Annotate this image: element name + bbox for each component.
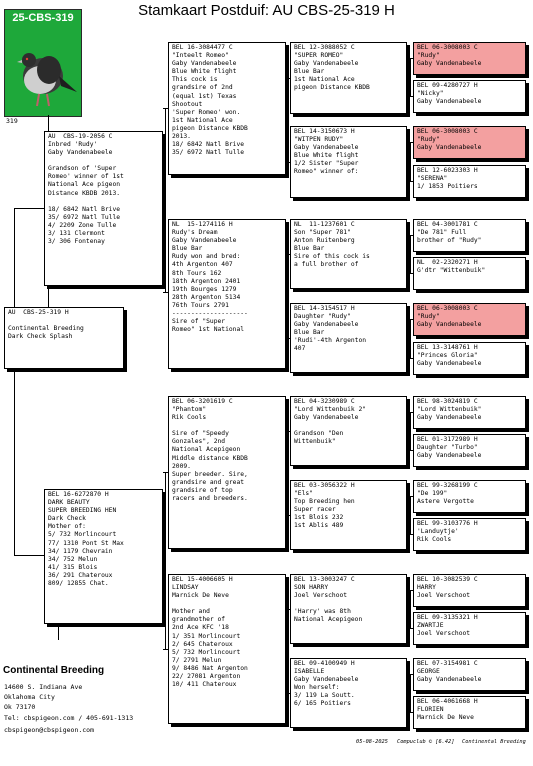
box-line: Grandson of 'Super	[48, 165, 117, 173]
box-line: Sire of this cock is	[294, 253, 370, 261]
box-line: 1st Ablis 489	[294, 522, 344, 530]
ggg-box	[413, 696, 526, 729]
box-line: Gaby Vandenabeele	[294, 60, 359, 68]
box-line: 7/ 2791 Melun	[172, 656, 222, 664]
ggg-box	[413, 518, 526, 551]
box-line: 1/ 351 Morlincourt	[172, 632, 241, 640]
pigeon-photo	[4, 9, 82, 117]
box-line	[294, 422, 403, 430]
box-line: NL 02-2320271 H	[417, 259, 478, 266]
box-line: brother of "Rudy"	[417, 237, 482, 245]
box-line: BEL 13-3148761 H	[417, 344, 478, 351]
box-line: AU CBS-25-319 H	[8, 309, 69, 316]
box-line: Blue Bar	[294, 68, 325, 76]
box-line: BEL 03-3056322 H	[294, 482, 355, 489]
great-grandparent-box	[290, 480, 407, 550]
footer-brand: Continental Breeding	[462, 739, 526, 745]
box-line: Gaby Vandenabeele	[417, 98, 482, 106]
box-line: Rik Cools	[417, 536, 452, 544]
ggg-box	[413, 219, 526, 252]
box-line: Gaby Vandenabeele	[294, 676, 359, 684]
box-line: 'Harry' was 8th	[294, 608, 351, 616]
box-line: Gaby Vandenabeele	[294, 144, 359, 152]
box-line: ISABELLE	[294, 668, 325, 676]
connector-line	[48, 115, 49, 131]
box-line: BEL 06-3008003 C	[417, 44, 478, 51]
box-line: grandsire of 2nd	[172, 84, 233, 92]
box-line: Gaby Vandenabeele	[172, 60, 237, 68]
box-line: Joel Verschoot	[417, 592, 471, 600]
box-line: 10/ 411 Chateroux	[172, 681, 237, 689]
box-line: 2009.	[172, 462, 191, 470]
box-line: Grandson "Den	[294, 430, 344, 438]
box-line: National Acepigeon	[172, 446, 241, 454]
box-line: 5/ 732 Morlincourt	[48, 531, 117, 539]
box-line: Astere Vergotte	[417, 498, 474, 506]
box-line: "De 781" Full	[417, 229, 467, 237]
grandparent-box	[168, 574, 286, 724]
box-line: Blue Bar	[294, 245, 325, 253]
box-line: 407	[294, 345, 306, 353]
box-line: "WITPEN RUDY"	[294, 136, 344, 144]
box-line: 1/2 Sister "Super	[294, 160, 359, 168]
box-line: 5/ 732 Morlincourt	[172, 648, 241, 656]
great-grandparent-box	[290, 42, 407, 114]
box-line: (equal 1st) Texas	[172, 92, 237, 100]
connector-line	[165, 108, 166, 292]
box-line: "Princes Gloria"	[417, 352, 478, 360]
box-line: 2013.	[172, 133, 191, 141]
box-line: 2nd Ace KFC '18	[172, 624, 229, 632]
box-line: SON HARRY	[294, 584, 329, 592]
ggg-box	[413, 396, 526, 429]
box-line: "Lord Wittenbuik"	[417, 406, 482, 414]
box-line: HARRY	[417, 584, 436, 592]
owner-email: cbspigeon@cbspigeon.com	[4, 726, 95, 734]
box-line: 4th Argenton 407	[172, 261, 233, 269]
box-line: National Acepigeon	[294, 616, 363, 624]
box-line: 19th Bourges 1279	[172, 285, 237, 293]
box-line: G'dtr "Wittenbuik"	[417, 267, 486, 275]
connector-line	[410, 142, 411, 181]
box-line: Rudy's Dream	[172, 229, 218, 237]
box-line: BEL 04-3230989 C	[294, 398, 355, 405]
box-line: Rudy won and bred:	[172, 253, 241, 261]
box-line: 18th Argenton 2401	[172, 277, 241, 285]
box-line: Son "Super 781"	[294, 229, 351, 237]
grandparent-box	[168, 396, 286, 549]
box-line: Continental Breeding	[8, 325, 84, 333]
connector-line	[165, 472, 166, 649]
box-line: grandsire and great	[172, 478, 245, 486]
box-line: GEORGE	[417, 668, 440, 676]
box-line: BEL 06-3008003 C	[417, 305, 478, 312]
photo-caption: 319	[6, 117, 18, 125]
footer-software: Compuclub © [6.42]	[397, 739, 455, 745]
box-line: Blue White flight	[294, 152, 359, 160]
box-line: 77/ 1310 Pont St Max	[48, 539, 124, 547]
box-line: Romeo" winner of:	[294, 168, 359, 176]
box-line	[48, 198, 159, 206]
box-line: Dark Check	[48, 515, 86, 523]
ggg-box	[413, 342, 526, 375]
great-grandparent-box	[290, 126, 407, 198]
box-line: 18/ 6842 Natl Brive	[172, 141, 245, 149]
owner-address-1: 14600 S. Indiana Ave	[4, 683, 83, 691]
connector-line	[410, 674, 411, 712]
box-line: 76th Tours 2791	[172, 301, 229, 309]
box-line: 36/ 291 Chateroux	[48, 571, 113, 579]
box-line: National Ace pigeon	[48, 181, 121, 189]
box-line: BEL 07-3154981 C	[417, 660, 478, 667]
box-line: Won herself:	[294, 684, 340, 692]
box-line: Sire of "Super	[172, 318, 226, 326]
connector-line	[288, 254, 289, 338]
connector-line	[288, 609, 289, 693]
box-line: FLORIEN	[417, 706, 444, 714]
box-line: Gaby Vandenabeele	[417, 452, 482, 460]
box-line: BEL 09-4100949 H	[294, 660, 355, 667]
box-line: Sire of "Speedy	[172, 430, 229, 438]
grandparent-box	[168, 219, 286, 369]
box-line: racers and breeders.	[172, 495, 248, 503]
connector-line	[14, 555, 44, 556]
great-grandparent-box	[290, 396, 407, 466]
dam-box	[44, 489, 163, 624]
box-line: 3/ 119 La Soutt.	[294, 692, 355, 700]
pigeon-illustration	[5, 10, 81, 116]
box-line: ZWARTJE	[417, 622, 444, 630]
box-line: Middle distance KBDB	[172, 454, 248, 462]
box-line: "Inteelt Romeo"	[172, 52, 229, 60]
box-line: Gaby Vandenabeele	[417, 676, 482, 684]
box-line: LINDSAY	[172, 584, 199, 592]
box-line: Rik Cools	[172, 414, 207, 422]
connector-line	[410, 235, 411, 273]
connector-line	[14, 208, 15, 307]
subject-box	[4, 307, 124, 369]
box-line: Gaby Vandenabeele	[172, 237, 237, 245]
box-line: Mother of:	[48, 523, 86, 531]
box-line: BEL 01-3172989 H	[417, 436, 478, 443]
ggg-box	[413, 612, 526, 645]
box-line: 35/ 6972 Natl Tulle	[48, 213, 121, 221]
box-line: AU CBS-19-2056 C	[48, 133, 113, 140]
ggg-box	[413, 165, 526, 198]
connector-line	[288, 78, 289, 162]
box-line: NL 11-1237601 C	[294, 221, 355, 228]
box-line: Gaby Vandenabeele	[294, 414, 359, 422]
ggg-box	[413, 257, 526, 290]
box-line: 8th Tours 162	[172, 269, 222, 277]
box-line: Marnick De Neve	[417, 714, 474, 722]
box-line: Gaby Vandenabeele	[417, 60, 482, 68]
box-line: Blue Bar	[172, 245, 203, 253]
box-line: BEL 99-3268199 C	[417, 482, 478, 489]
box-line: BEL 09-3135321 H	[417, 614, 478, 621]
box-line: 'Rudi'-4th Argenton	[294, 337, 367, 345]
box-line: Joel Verschoot	[294, 592, 348, 600]
box-line: BEL 10-3082539 C	[417, 576, 478, 583]
box-line: Romeo" 1st National	[172, 326, 245, 334]
box-line: pigeon Distance KBDB	[294, 84, 370, 92]
box-line: "De 199"	[417, 490, 448, 498]
page-title: Stamkaart Postduif: AU CBS-25-319 H	[138, 2, 395, 19]
box-line: "Nicky"	[417, 90, 444, 98]
box-line: Marnick De Neve	[172, 592, 229, 600]
great-grandparent-box	[290, 303, 407, 373]
box-line	[8, 317, 120, 325]
box-line: 3/ 131 Clermont	[48, 229, 105, 237]
box-line: Super breeder. Sire,	[172, 470, 248, 478]
box-line: BEL 06-3201619 C	[172, 398, 233, 405]
box-line: BEL 12-6023303 H	[417, 167, 478, 174]
box-line	[294, 600, 403, 608]
box-line: Mother and	[172, 608, 210, 616]
ggg-box	[413, 126, 526, 159]
box-line: Blue Bar	[294, 329, 325, 337]
box-line: BEL 13-3003247 C	[294, 576, 355, 583]
ggg-box	[413, 658, 526, 691]
box-line: grandsire of top	[172, 486, 233, 494]
owner-address-2: Oklahoma City	[4, 693, 55, 701]
box-line: Super racer	[294, 506, 336, 514]
connector-line	[410, 412, 411, 450]
box-line: Gaby Vandenabeele	[294, 321, 359, 329]
great-grandparent-box	[290, 658, 407, 728]
box-line: Gaby Vandenabeele	[417, 360, 482, 368]
owner-address-3: Ok 73170	[4, 703, 36, 711]
box-line: pigeon Distance KBDB	[172, 124, 248, 132]
box-line: "Rudy"	[417, 136, 440, 144]
box-line: BEL 15-4006605 H	[172, 576, 233, 583]
box-line: BEL 12-3088052 C	[294, 44, 355, 51]
box-line: 3/ 306 Fontenay	[48, 238, 105, 246]
box-line: 809/ 12855 Chat.	[48, 580, 109, 588]
box-line: "Els"	[294, 490, 313, 498]
box-line: "Lord Wittenbuik 2"	[294, 406, 367, 414]
box-line: 18/ 6842 Natl Brive	[48, 205, 121, 213]
connector-line	[410, 496, 411, 534]
box-line: Romeo' winner of 1st	[48, 173, 124, 181]
photo-tag: 25-CBS-319	[12, 12, 74, 24]
box-line: "SUPER ROMEO"	[294, 52, 344, 60]
box-line: "Rudy"	[417, 313, 440, 321]
box-line: Blue White flight	[172, 68, 237, 76]
ggg-box	[413, 480, 526, 513]
great-grandparent-box	[290, 574, 407, 644]
box-line: NL 15-1274116 H	[172, 221, 233, 228]
box-line: This cock is	[172, 76, 218, 84]
great-grandparent-box	[290, 219, 407, 289]
box-line: Gaby Vandenabeele	[417, 321, 482, 329]
box-line: 1st National Ace	[172, 116, 233, 124]
box-line: 1/ 1853 Poitiers	[417, 183, 478, 191]
box-line	[172, 600, 282, 608]
box-line: Gonzales", 2nd	[172, 438, 226, 446]
connector-line	[410, 58, 411, 96]
box-line: Anton Ruitenberg	[294, 237, 355, 245]
connector-line	[288, 431, 289, 515]
box-line: 9/ 8486 Nat Argenton	[172, 664, 248, 672]
box-line: BEL 99-3103776 H	[417, 520, 478, 527]
box-line: "Phantom"	[172, 406, 207, 414]
connector-line	[48, 286, 49, 307]
box-line: 4/ 2209 Zone Tulle	[48, 221, 117, 229]
box-line: 35/ 6972 Natl Tulle	[172, 149, 245, 157]
box-line: BEL 16-3084477 C	[172, 44, 233, 51]
box-line: 'Super Romeo' won.	[172, 108, 241, 116]
footer-date: 05-08-2025	[356, 739, 388, 745]
box-line: Daughter "Turbo"	[417, 444, 478, 452]
ggg-box	[413, 303, 526, 336]
box-line: DARK BEAUTY	[48, 499, 90, 507]
connector-line	[58, 624, 59, 640]
box-line: BEL 04-3001781 C	[417, 221, 478, 228]
box-line: BEL 98-3024819 C	[417, 398, 478, 405]
box-line: --------------------	[172, 310, 248, 318]
owner-name: Continental Breeding	[3, 665, 105, 676]
box-line: "Rudy"	[417, 52, 440, 60]
box-line: 1st Blois 232	[294, 514, 344, 522]
box-line: Shootout	[172, 100, 203, 108]
connector-line	[14, 208, 44, 209]
box-line: Inbred 'Rudy'	[48, 141, 98, 149]
box-line: 22/ 27081 Argenton	[172, 673, 241, 681]
box-line: grandmother of	[172, 616, 226, 624]
owner-tel: Tel: cbspigeon.com / 405-691-1313	[4, 714, 134, 722]
ggg-box	[413, 574, 526, 607]
box-line: 34/ 1179 Chevrain	[48, 547, 113, 555]
box-line: "SERENA"	[417, 175, 448, 183]
connector-line	[14, 369, 15, 555]
box-line: a full brother of	[294, 261, 359, 269]
box-line: Top Breeding hen	[294, 498, 355, 506]
box-line: Distance KBDB 2013.	[48, 189, 121, 197]
box-line: Joel Verschoot	[417, 630, 471, 638]
grandparent-box	[168, 42, 286, 175]
sire-box	[44, 131, 163, 286]
box-line: BEL 14-3150673 H	[294, 128, 355, 135]
box-line: 6/ 165 Poitiers	[294, 700, 351, 708]
box-line: SUPER BREEDING HEN	[48, 507, 117, 515]
box-line: BEL 06-4061668 H	[417, 698, 478, 705]
box-line: 'Landuytje'	[417, 528, 459, 536]
box-line: BEL 09-4280727 H	[417, 82, 478, 89]
ggg-box	[413, 80, 526, 113]
ggg-box	[413, 434, 526, 467]
box-line	[172, 422, 282, 430]
box-line: Gaby Vandenabeele	[48, 149, 113, 157]
connector-line	[410, 319, 411, 358]
box-line: 2/ 645 Chateroux	[172, 640, 233, 648]
box-line: 28th Argenton 5134	[172, 293, 241, 301]
box-line: BEL 14-3154517 H	[294, 305, 355, 312]
box-line: 34/ 752 Melun	[48, 555, 98, 563]
box-line: Wittenbuik"	[294, 438, 336, 446]
box-line	[48, 157, 159, 165]
box-line: Gaby Vandenabeele	[417, 414, 482, 422]
box-line: Daughter "Rudy"	[294, 313, 351, 321]
ggg-box	[413, 42, 526, 75]
box-line: Dark Check Splash	[8, 333, 73, 341]
box-line: Gaby Vandenabeele	[417, 144, 482, 152]
box-line: 1st National Ace	[294, 76, 355, 84]
box-line: 41/ 315 Blois	[48, 563, 98, 571]
box-line: BEL 06-3008003 C	[417, 128, 478, 135]
box-line: BEL 16-6272870 H	[48, 491, 109, 498]
connector-line	[410, 590, 411, 628]
